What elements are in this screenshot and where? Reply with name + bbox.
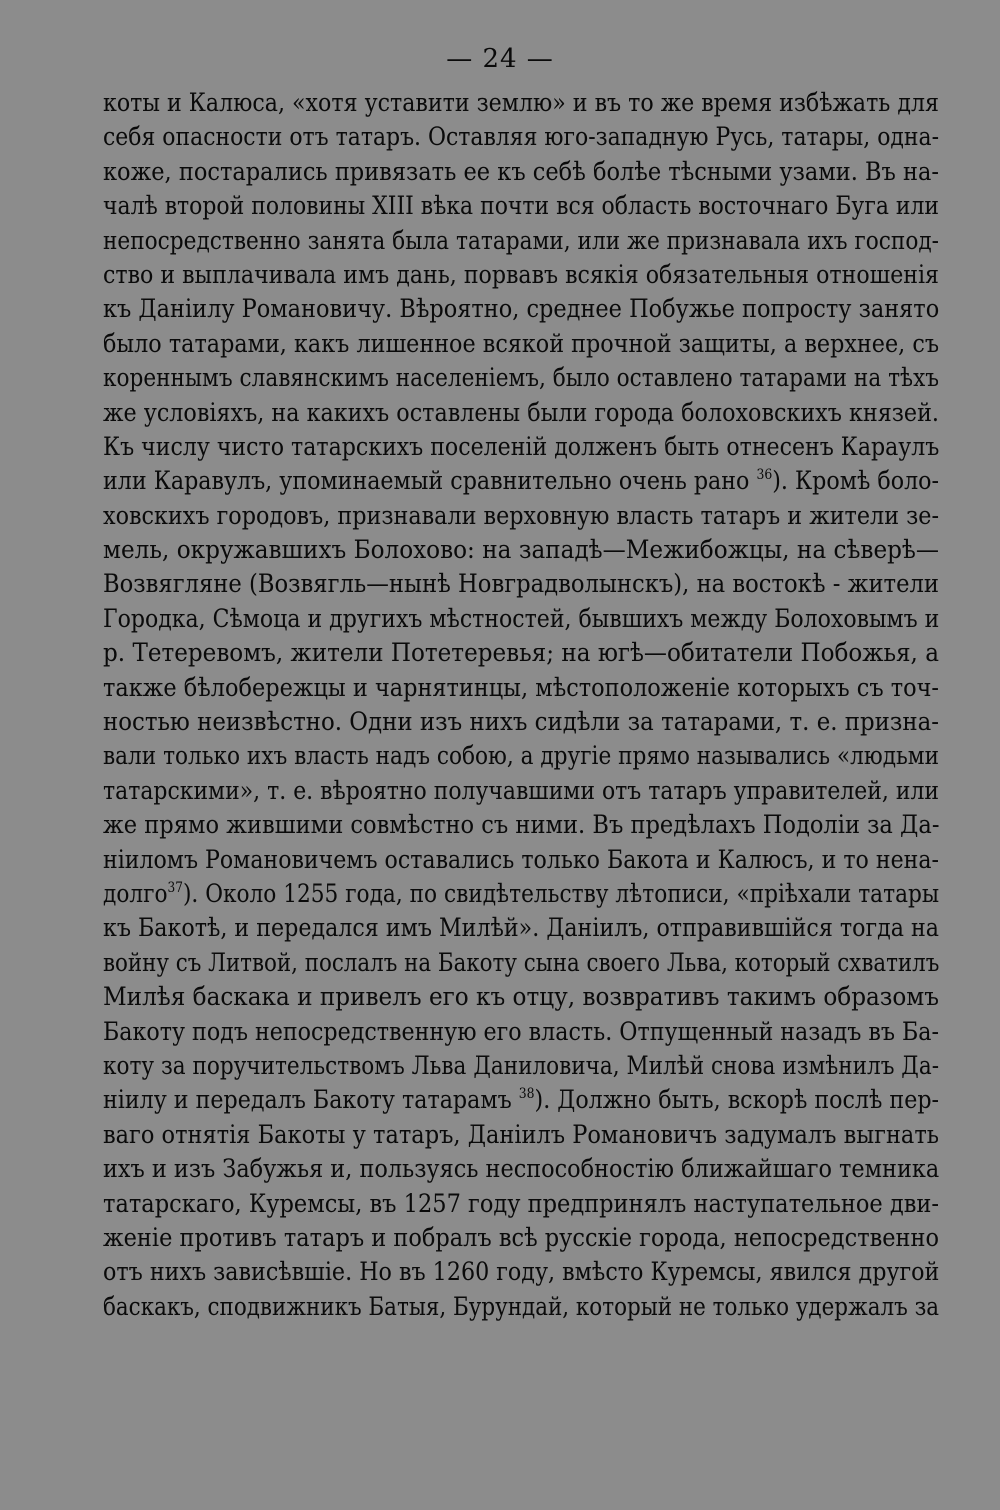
text-line: р. Тетеревомъ, жители Потетеревья; на югѣ—обитатели Побожья, а xyxy=(103,638,939,668)
text-line xyxy=(103,877,939,911)
text-line: къ Даніилу Романовичу. Вѣроятно, среднее Побужье попросту занято xyxy=(103,294,940,324)
text-segment: ). Кромѣ боло- xyxy=(772,466,939,496)
text-line: вали только ихъ власть надъ собою, а другіе прямо назывались «людьми xyxy=(103,741,939,771)
text-line: ваго отнятія Бакоты у татаръ, Даніилъ Романовичъ задумалъ выгнать xyxy=(103,1119,939,1149)
text-line: ховскихъ городовъ, признавали верховную власть татаръ и жители зе- xyxy=(103,500,940,530)
text-segment: ніилу и передалъ Бакоту татарамъ xyxy=(103,1085,512,1115)
text-line: Къ числу чисто татарскихъ поселеній долженъ быть отнесенъ Караулъ xyxy=(103,431,940,461)
text-line: было татарами, какъ лишенное всякой прочной защиты, а верхнее, съ xyxy=(103,328,939,358)
text-line: непосредственно занята была татарами, или же признавала ихъ господ- xyxy=(103,225,939,255)
text-line: войну съ Литвой, послалъ на Бакоту сына своего Льва, который схватилъ xyxy=(103,947,940,977)
text-segment: ). Около 1255 года, по свидѣтельству лѣтописи, «пріѣхали татары xyxy=(182,878,940,908)
text-line: Возвягляне (Возвягль—нынѣ Новградволынскъ), на востокѣ - жители xyxy=(103,569,940,599)
text-line: ихъ и изъ Забужья и, пользуясь неспособностію ближайшаго темника xyxy=(103,1154,940,1184)
text-line: коту за поручительствомъ Льва Даниловича, Милѣй снова измѣнилъ Да- xyxy=(103,1050,939,1080)
text-line: коты и Калюса, «хотя уставити землю» и въ то же время избѣжать для xyxy=(103,88,939,117)
text-line: Милѣя баскака и привелъ его къ отцу, возвративъ такимъ образомъ xyxy=(103,982,939,1012)
footnote-ref: 38 xyxy=(518,1086,535,1103)
text-line: Бакоту подъ непосредственную его власть. Отпущенный назадъ въ Ба- xyxy=(103,1016,939,1046)
text-line: отъ нихъ зависѣвшіе. Но въ 1260 году, вмѣсто Куремсы, явился другой xyxy=(103,1257,940,1287)
text-line: кореннымъ славянскимъ населеніемъ, было оставлено татарами на тѣхъ xyxy=(103,363,939,393)
text-line: ностью неизвѣстно. Одни изъ нихъ сидѣли за татарами, т. е. призна- xyxy=(103,707,939,737)
text-body xyxy=(103,86,939,1324)
text-line: женіе противъ татаръ и побралъ всѣ русскіе города, непосредственно xyxy=(103,1222,939,1252)
text-line: себя опасности отъ татаръ. Оставляя юго-западную Русь, татары, одна- xyxy=(103,122,939,152)
text-line: татарскими», т. е. вѣроятно получавшими отъ татаръ управителей, или xyxy=(103,775,939,805)
text-line: ніиломъ Романовичемъ оставались только Бакота и Калюсъ, и то нена- xyxy=(103,844,939,874)
text-line: татарскаго, Куремсы, въ 1257 году предпринялъ наступательное дви- xyxy=(103,1188,940,1218)
text-line: также бѣлобережцы и чарнятинцы, мѣстоположеніе которыхъ съ точ- xyxy=(103,672,939,702)
text-line: ство и выплачивала имъ дань, порвавъ всякія обязательныя отношенія xyxy=(103,259,939,289)
text-line xyxy=(103,464,939,498)
text-line: баскакъ, сподвижникъ Батыя, Бурундай, который не только удержалъ за xyxy=(103,1291,940,1321)
text-segment: ). Должно быть, вскорѣ послѣ пер- xyxy=(534,1085,939,1115)
text-line: мель, окружавшихъ Болохово: на западѣ—Межибожцы, на сѣверѣ— xyxy=(103,535,939,565)
footnote-ref: 37 xyxy=(167,879,183,896)
text-line: же прямо жившими совмѣстно съ ними. Въ предѣлахъ Подоліи за Да- xyxy=(103,810,940,840)
text-line: коже, постарались привязать ее къ себѣ болѣе тѣсными узами. Въ на- xyxy=(103,156,939,186)
text-line: къ Бакотѣ, и передался имъ Милѣй». Даніилъ, отправившійся тогда на xyxy=(103,913,939,943)
text-line: Городка, Сѣмоца и другихъ мѣстностей, бывшихъ между Болоховымъ и xyxy=(103,603,940,633)
footnote-ref: 36 xyxy=(756,467,773,484)
text-line xyxy=(103,1083,939,1117)
text-segment: долго xyxy=(103,878,168,908)
text-segment: или Каравулъ, упоминаемый сравнительно очень рано xyxy=(103,466,750,496)
page-number: — 24 — xyxy=(446,44,554,74)
text-line: же условіяхъ, на какихъ оставлены были города болоховскихъ князей. xyxy=(103,397,939,427)
text-line: чалѣ второй половины XIII вѣка почти вся область восточнаго Буга или xyxy=(103,191,940,221)
